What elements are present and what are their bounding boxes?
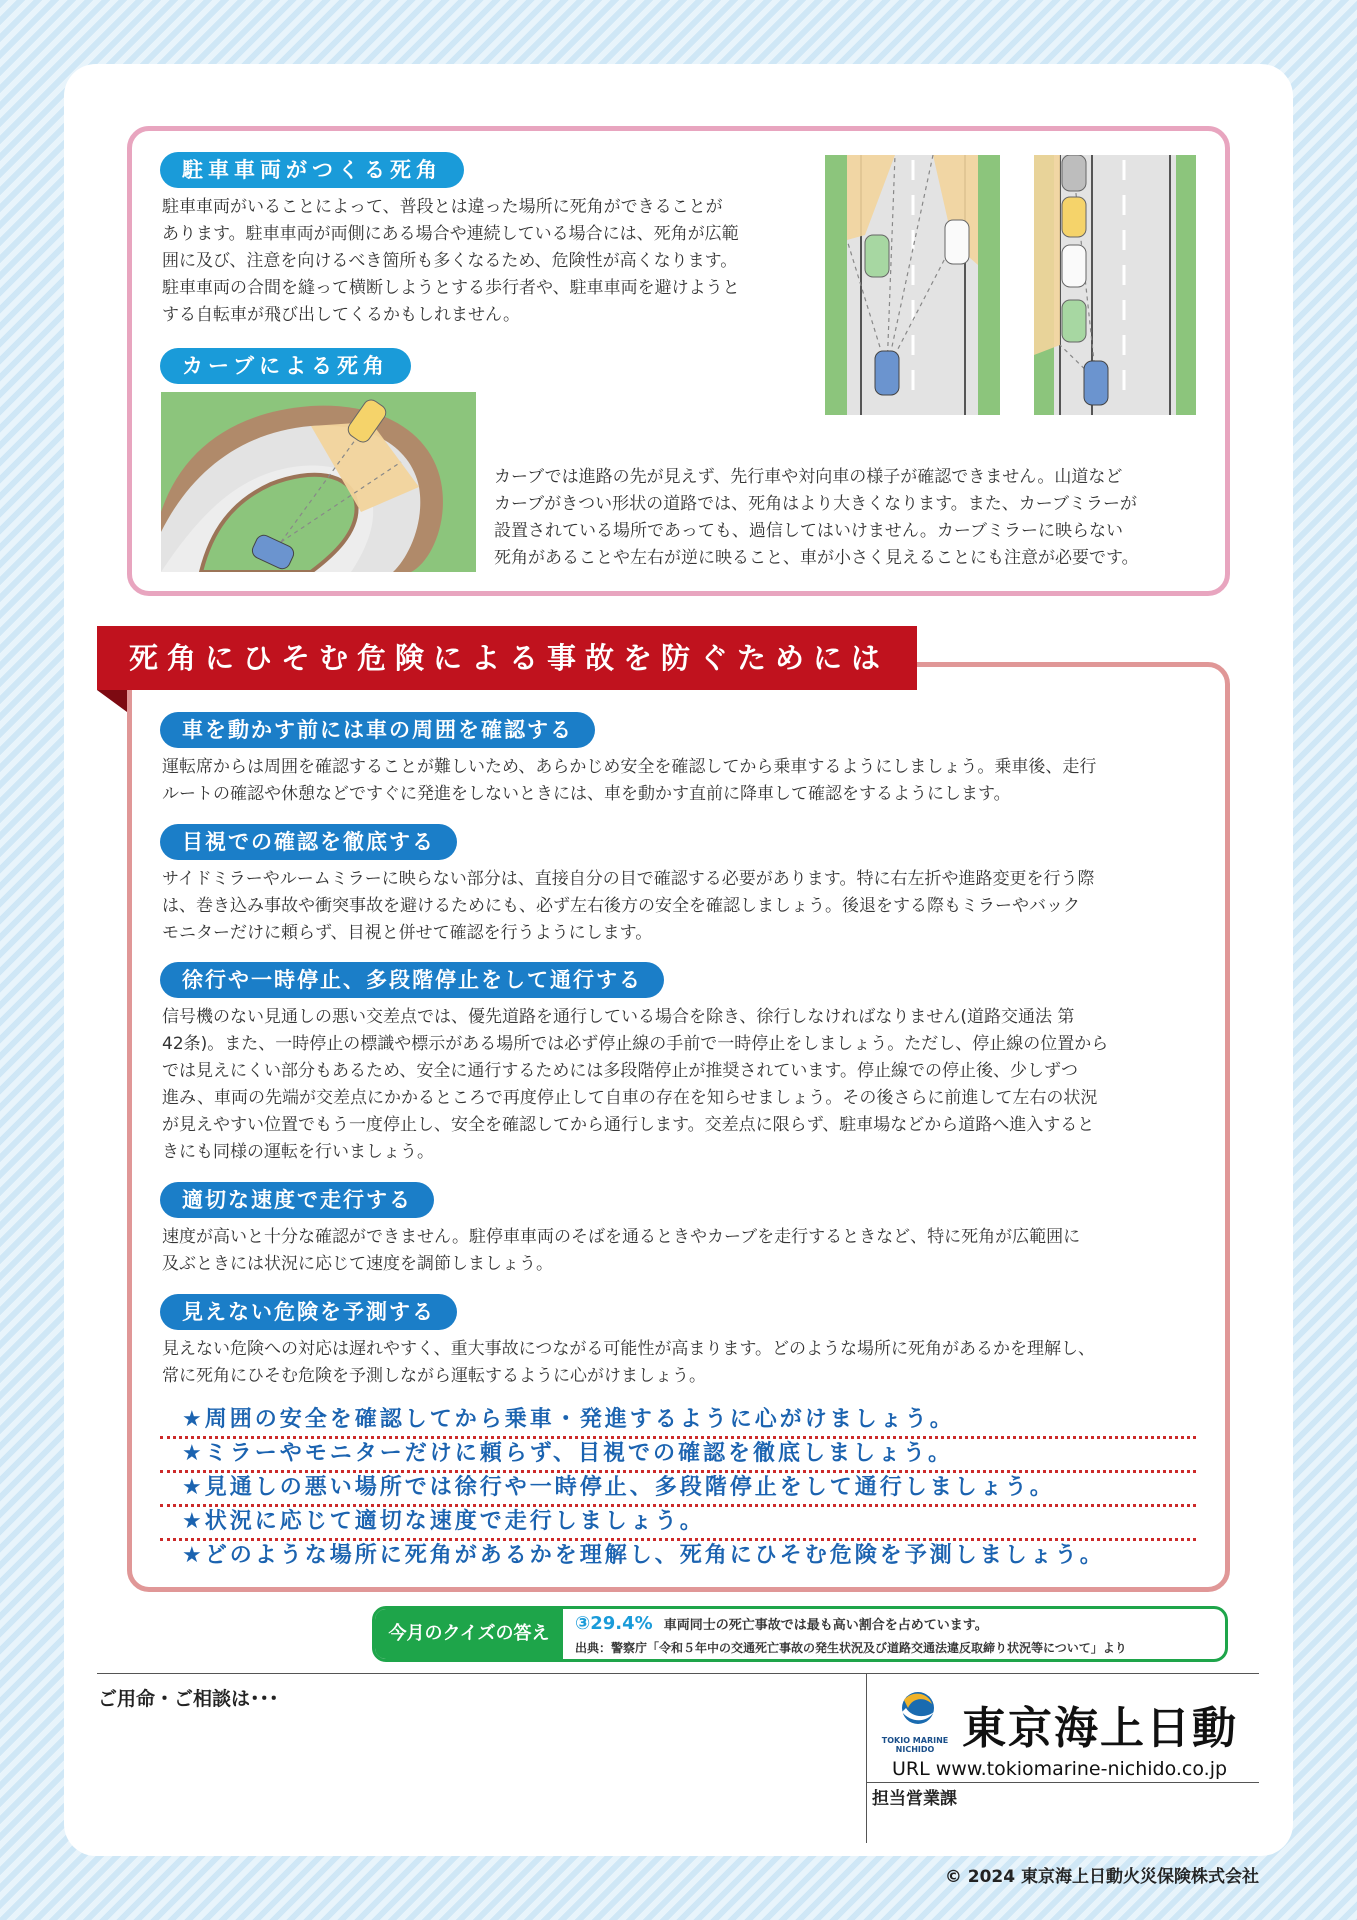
company-name: 東京海上日動 bbox=[962, 1703, 1238, 1754]
text-line: モニターだけに頼らず、目視と併せて確認を行うようにします。 bbox=[162, 923, 653, 943]
quiz-answer-value: 29.4% bbox=[590, 1613, 653, 1634]
department-label: 担当営業課 bbox=[872, 1789, 957, 1809]
text-line: 進み、車両の先端が交差点にかかるところで再度停止して自車の存在を知らせましょう。その後さらに前進して左右の状況 bbox=[162, 1088, 1098, 1108]
text-line: 見えない危険への対応は遅れやすく、重大事故につながる可能性が高まります。どのような場所に死角があるかを理解し、 bbox=[162, 1339, 1095, 1359]
text-line: きにも同様の運転を行いましょう。 bbox=[162, 1142, 434, 1162]
footer-url-rule bbox=[866, 1782, 1259, 1783]
footer-divider bbox=[866, 1673, 867, 1843]
banner-fold bbox=[97, 690, 127, 712]
quiz-answer-line bbox=[575, 1613, 988, 1634]
footer-top-rule bbox=[97, 1673, 1259, 1674]
text-line: 駐車車両がいることによって、普段とは違った場所に死角ができることが bbox=[162, 197, 723, 217]
text-line: する自転車が飛び出してくるかもしれません。 bbox=[162, 305, 521, 325]
text-line: 死角があることや左右が逆に映ること、車が小さく見えることにも注意が必要です。 bbox=[494, 548, 1139, 568]
quiz-label: 今月のクイズの答え bbox=[375, 1609, 563, 1659]
quiz-answer-mark: ③ bbox=[575, 1613, 591, 1634]
text-line: カーブがきつい形状の道路では、死角はより大きくなります。また、カーブミラーが bbox=[494, 494, 1137, 514]
company-logo bbox=[880, 1686, 950, 1758]
prevention-banner: 死角にひそむ危険による事故を防ぐためには bbox=[97, 626, 917, 690]
text-line: 42条)。また、一時停止の標識や標示がある場所では必ず停止線の手前で一時停止をしましょう。ただし、停止線の位置から bbox=[162, 1034, 1109, 1054]
quiz-source: 出典：警察庁「令和５年中の交通死亡事故の発生状況及び道路交通法違反取締り状況等について」より bbox=[575, 1641, 1127, 1655]
prevention-item-heading: 目視での確認を徹底する bbox=[160, 824, 457, 860]
text-line: サイドミラーやルームミラーに映らない部分は、直接自分の目で確認する必要があります。特に右左折や進路変更を行う際 bbox=[162, 869, 1095, 889]
text-line: 囲に及び、注意を向けるべき箇所も多くなるため、危険性が高くなります。 bbox=[162, 251, 738, 271]
text-line: 及ぶときには状況に応じて速度を調節しましょう。 bbox=[162, 1254, 553, 1274]
curve-blind-spot-illustration bbox=[161, 392, 476, 572]
prevention-item-heading: 見えない危険を予測する bbox=[160, 1294, 457, 1330]
text-line: が見えやすい位置でもう一度停止し、安全を確認してから通行します。交差点に限らず、駐車場などから道路へ進入すると bbox=[162, 1115, 1095, 1135]
rule-line: ★状況に応じて適切な速度で走行しましょう。 bbox=[160, 1507, 1196, 1541]
text-line: は、巻き込み事故や衝突事故を避けるためにも、必ず左右後方の安全を確認しましょう。後退をする際もミラーやバック bbox=[162, 896, 1080, 916]
prevention-item-heading: 徐行や一時停止、多段階停止をして通行する bbox=[160, 962, 664, 998]
text-line: 運転席からは周囲を確認することが難しいため、あらかじめ安全を確認してから乗車するようにしましょう。乗車後、走行 bbox=[162, 757, 1097, 777]
text-line: ルートの確認や休憩などですぐに発進をしないときには、車を動かす直前に降車して確認をするようにします。 bbox=[162, 784, 1011, 804]
logo-emblem-icon bbox=[880, 1686, 950, 1732]
rule-line: ★周囲の安全を確認してから乗車・発進するように心がけましょう。 bbox=[160, 1405, 1196, 1439]
text-line: では見えにくい部分もあるため、安全に通行するためには多段階停止が推奨されています。停止線での停止後、少しずつ bbox=[162, 1061, 1078, 1081]
parked-vehicle-heading: 駐車車両がつくる死角 bbox=[160, 152, 464, 188]
rule-line: ★どのような場所に死角があるかを理解し、死角にひそむ危険を予測しましょう。 bbox=[182, 1543, 1105, 1568]
prevention-item-text bbox=[162, 1224, 1202, 1278]
copyright: © 2024 東京海上日動火災保険株式会社 bbox=[944, 1867, 1259, 1887]
logo-sub-1: TOKIO MARINE bbox=[881, 1736, 949, 1745]
curve-heading: カーブによる死角 bbox=[160, 348, 411, 384]
text-line: あります。駐車車両が両側にある場合や連続している場合には、死角が広範 bbox=[162, 224, 739, 244]
quiz-answer-box bbox=[372, 1606, 1228, 1662]
curve-text bbox=[494, 464, 1214, 572]
prevention-item-text bbox=[162, 1336, 1202, 1390]
text-line: カーブでは進路の先が見えず、先行車や対向車の様子が確認できません。山道など bbox=[494, 467, 1123, 487]
rule-line: ★ミラーやモニターだけに頼らず、目視での確認を徹底しましょう。 bbox=[160, 1439, 1196, 1473]
quiz-answer-text: 車両同士の死亡事故では最も高い割合を占めています。 bbox=[663, 1618, 988, 1633]
prevention-item-text bbox=[162, 866, 1202, 947]
text-line: 駐車車両の合間を縫って横断しようとする歩行者や、駐車車両を避けようと bbox=[162, 278, 740, 298]
prevention-item-heading: 車を動かす前には車の周囲を確認する bbox=[160, 712, 595, 748]
prevention-item-text bbox=[162, 1004, 1202, 1166]
text-line: 設置されている場所であっても、過信してはいけません。カーブミラーに映らない bbox=[494, 521, 1123, 541]
parked-vehicle-text bbox=[162, 194, 812, 329]
logo-sub-2: NICHIDO bbox=[895, 1745, 935, 1754]
prevention-item-text bbox=[162, 754, 1202, 808]
text-line: 速度が高いと十分な確認ができません。駐停車車両のそばを通るときやカーブを走行するときなど、特に死角が広範囲に bbox=[162, 1227, 1081, 1247]
company-url[interactable]: URL www.tokiomarine-nichido.co.jp bbox=[892, 1758, 1228, 1780]
parked-blind-spot-illustration-2 bbox=[1034, 155, 1196, 415]
prevention-item-heading: 適切な速度で走行する bbox=[160, 1182, 434, 1218]
text-line: 信号機のない見通しの悪い交差点では、優先道路を通行している場合を除き、徐行しなければなりません(道路交通法 第 bbox=[162, 1007, 1075, 1027]
text-line: 常に死角にひそむ危険を予測しながら運転するように心がけましょう。 bbox=[162, 1366, 706, 1386]
parked-blind-spot-illustration-1 bbox=[825, 155, 1000, 415]
inquiry-label: ご用命・ご相談は･･･ bbox=[98, 1688, 279, 1710]
rule-line: ★見通しの悪い場所では徐行や一時停止、多段階停止をして通行しましょう。 bbox=[160, 1473, 1196, 1507]
